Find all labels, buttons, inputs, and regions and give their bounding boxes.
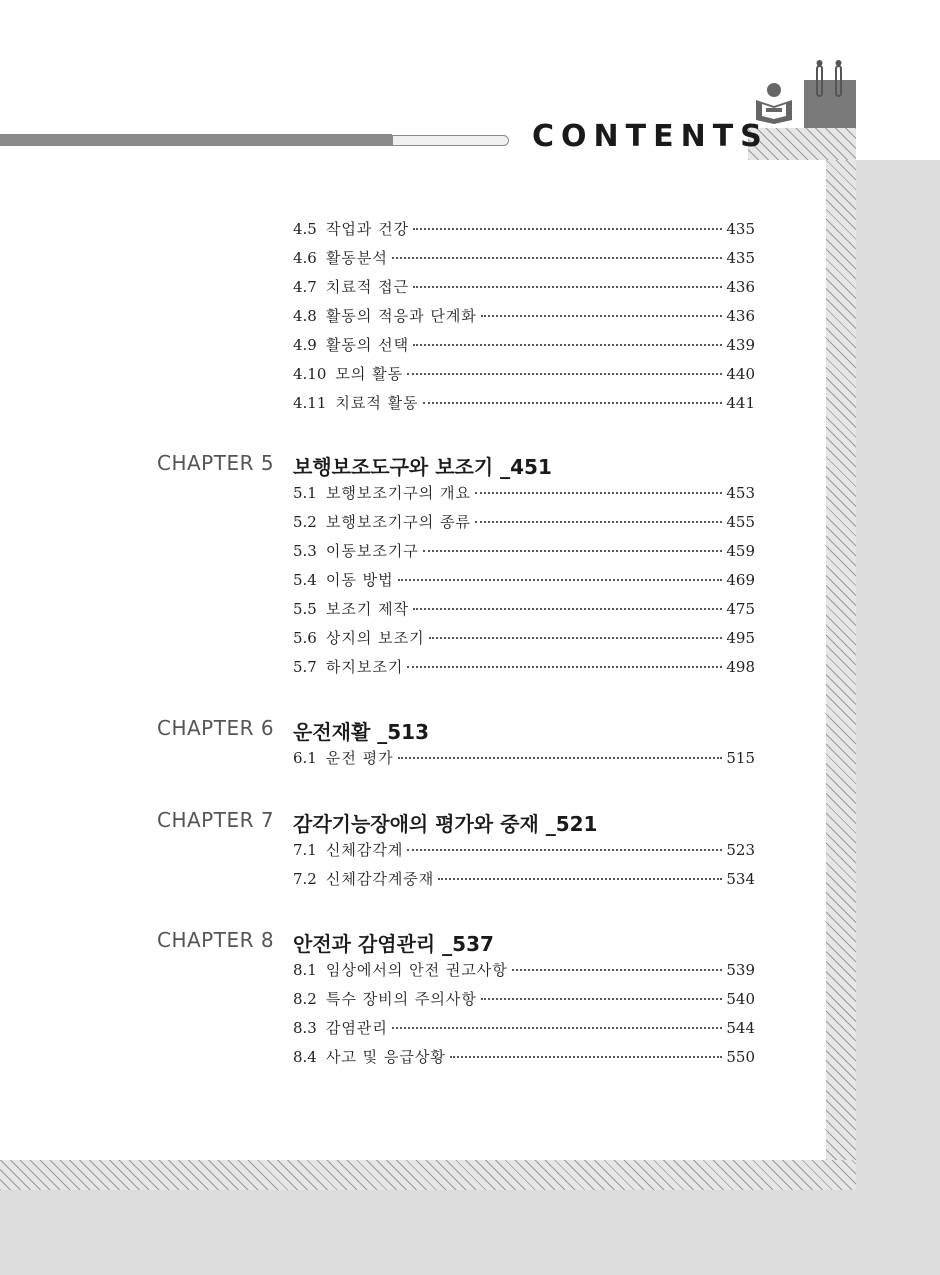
toc-entry [293,540,755,562]
toc-entry-number: 4.10 [293,365,327,383]
chapter-title: 감각기능장애의 평가와 중재 _521 [293,812,598,836]
toc-entry-page: 550 [726,1048,755,1066]
toc-entry [293,569,755,591]
toc-entry-title: 활동의 적응과 단계화 [325,307,477,325]
toc-entry-title: 활동의 선택 [325,336,410,354]
toc-entry-title: 이동보조기구 [325,542,419,560]
toc-entry-title: 하지보조기 [325,658,404,676]
toc-entry-number: 5.6 [293,629,317,647]
toc-entry-title: 모의 활동 [335,365,404,383]
toc-entry-number: 5.3 [293,542,317,560]
toc-entry-title: 특수 장비의 주의사항 [325,990,477,1008]
toc-entry-title: 사고 및 응급상황 [325,1048,446,1066]
toc-entry-title: 임상에서의 안전 권고사항 [325,961,508,979]
toc-entry-page: 469 [726,571,755,589]
toc-entry-title: 활동분석 [325,249,388,267]
chapter-title: 운전재활 _513 [293,720,429,744]
toc-entry-page: 441 [726,394,755,412]
toc-entry-title: 신체감각계 [325,841,404,859]
dot-leader [413,608,722,610]
chapter-label: CHAPTER 6 [157,716,275,740]
dot-leader [407,373,722,375]
toc-entry-number: 4.11 [293,394,327,412]
dot-leader [392,1027,723,1029]
toc-entry [293,334,755,356]
toc-entry [293,598,755,620]
dot-leader [398,579,723,581]
toc-entry-title: 작업과 건강 [325,220,410,238]
toc-entry-title: 감염관리 [325,1019,388,1037]
dot-leader [438,878,722,880]
toc-entry [293,868,755,890]
toc-entry-number: 8.1 [293,961,317,979]
dot-leader [392,257,723,259]
hatched-border-bottom [0,1160,856,1190]
toc-entry [293,511,755,533]
chapter-title: 안전과 감염관리 _537 [293,932,494,956]
chapter-label: CHAPTER 8 [157,928,275,952]
dot-leader [429,637,723,639]
toc-entry-page: 540 [726,990,755,1008]
toc-entry-number: 6.1 [293,749,317,767]
toc-entry [293,482,755,504]
toc-entry-number: 4.6 [293,249,317,267]
toc-entry-page: 435 [726,249,755,267]
toc-entry-page: 495 [726,629,755,647]
toc-entry-title: 치료적 활동 [335,394,419,412]
toc-entry [293,363,755,385]
toc-entry [293,747,755,769]
toc-entry-number: 5.2 [293,513,317,531]
page-title: CONTENTS [532,119,769,154]
dot-leader [475,521,722,523]
toc-entry-title: 운전 평가 [325,749,394,767]
dot-leader [413,286,722,288]
toc-entry [293,988,755,1010]
toc-entry-page: 544 [726,1019,755,1037]
toc-entry-number: 8.2 [293,990,317,1008]
toc-entry-page: 440 [726,365,755,383]
toc-entry [293,959,755,981]
toc-entry-title: 보조기 제작 [325,600,410,618]
background-panel-right [856,160,940,1275]
toc-entry-title: 신체감각계중재 [325,870,435,888]
toc-entry-title: 보행보조기구의 개요 [325,484,472,502]
toc-entry-number: 8.4 [293,1048,317,1066]
dot-leader [481,998,723,1000]
dot-leader [407,666,722,668]
toc-entry-title: 치료적 접근 [325,278,410,296]
dot-leader [407,849,722,851]
toc-entry-number: 8.3 [293,1019,317,1037]
chapter-label: CHAPTER 7 [157,808,275,832]
toc-entry [293,276,755,298]
toc-entry-title: 이동 방법 [325,571,394,589]
dot-leader [413,344,722,346]
toc-entry-page: 539 [726,961,755,979]
dot-leader [475,492,722,494]
chapter-label: CHAPTER 5 [157,451,275,475]
toc-entry-number: 4.9 [293,336,317,354]
toc-entry-title: 보행보조기구의 종류 [325,513,472,531]
toc-entry-number: 4.7 [293,278,317,296]
toc-entry [293,247,755,269]
dot-leader [450,1056,723,1058]
header-bar [0,134,392,146]
toc-entry [293,839,755,861]
toc-entry-page: 436 [726,278,755,296]
toc-entry-number: 5.4 [293,571,317,589]
toc-entry [293,1046,755,1068]
toc-entry [293,656,755,678]
toc-entry-page: 534 [726,870,755,888]
toc-entry-title: 상지의 보조기 [325,629,425,647]
dot-leader [481,315,723,317]
toc-entry-number: 7.1 [293,841,317,859]
toc-entry [293,392,755,414]
hatched-border-right [826,160,856,1190]
dot-leader [423,550,723,552]
toc-entry-page: 435 [726,220,755,238]
dot-leader [423,402,723,404]
toc-entry [293,305,755,327]
toc-entry-page: 475 [726,600,755,618]
toc-entry-page: 523 [726,841,755,859]
toc-entry-page: 498 [726,658,755,676]
background-panel-bottom [0,1190,940,1275]
person-reading-icon [752,80,796,124]
toc-entry-number: 5.7 [293,658,317,676]
chapter-title: 보행보조도구와 보조기 _451 [293,455,552,479]
toc-entry-page: 439 [726,336,755,354]
toc-entry-number: 5.5 [293,600,317,618]
dot-leader [413,228,722,230]
toc-entry-page: 453 [726,484,755,502]
toc-entry [293,218,755,240]
toc-entry-number: 4.5 [293,220,317,238]
toc-entry-number: 7.2 [293,870,317,888]
dot-leader [512,969,723,971]
toc-entry [293,1017,755,1039]
notepad-rings-icon [804,58,856,128]
toc-entry-number: 5.1 [293,484,317,502]
toc-entry-page: 436 [726,307,755,325]
dot-leader [398,757,723,759]
toc-entry-page: 459 [726,542,755,560]
toc-entry-page: 455 [726,513,755,531]
toc-entry [293,627,755,649]
toc-entry-page: 515 [726,749,755,767]
toc-entry-number: 4.8 [293,307,317,325]
header-bar-tip [392,135,509,146]
